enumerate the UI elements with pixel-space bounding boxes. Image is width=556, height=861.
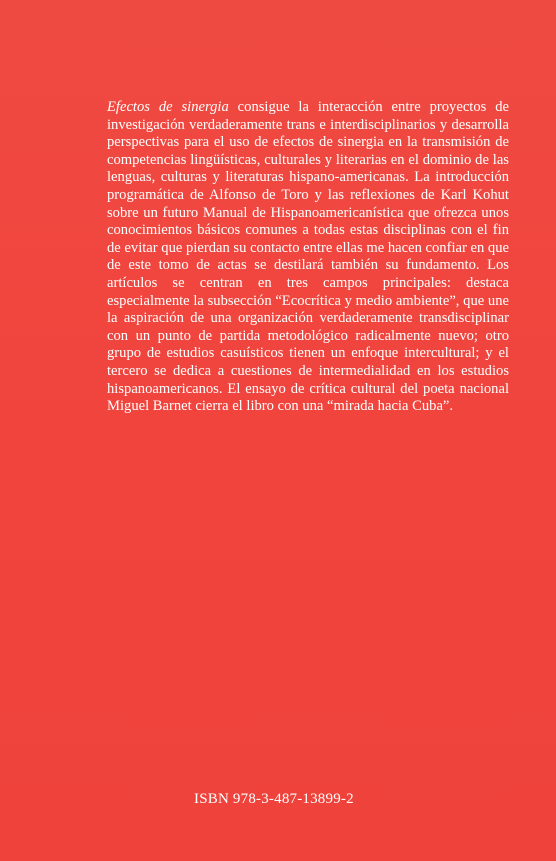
isbn-number: ISBN 978-3-487-13899-2 — [194, 791, 354, 807]
book-title: Efectos de sinergia — [107, 99, 229, 115]
blurb-paragraph — [107, 99, 509, 416]
blurb-text: consigue la interacción entre proyectos de investigación verdaderamente trans e interdisciplinarios y desarrolla perspectivas para el uso de efectos de sinergia en la transmisión de competencias lingüísticas, culturales y literarias en el dominio de las lenguas, culturas y literaturas hispano-americanas. La introducción programática de Alfonso de Toro y las reflexiones de Karl Kohut sobre un futuro Manual de Hispanoamericanística que ofrezca unos conocimientos básicos comunes a todas estas disciplinas con el fin de evitar que pierdan su contacto entre ellas me hacen confiar en que de este tomo de actas se destilará también su fundamento. Los artículos se centran en tres campos principales: destaca especialmente la subsección “Ecocrítica y medio ambiente”, que une la aspiración de una organización verdaderamente transdisciplinar con un punto de partida metodológico radicalmente nuevo; otro grupo de estudios casuísticos tienen un enfoque intercultural; y el tercero se dedica a cuestiones de intermedialidad en los estudios hispanoamericanos. El ensayo de crítica cultural del poeta nacional Miguel Barnet cierra el libro con una “mirada hacia Cuba”. — [107, 99, 509, 415]
